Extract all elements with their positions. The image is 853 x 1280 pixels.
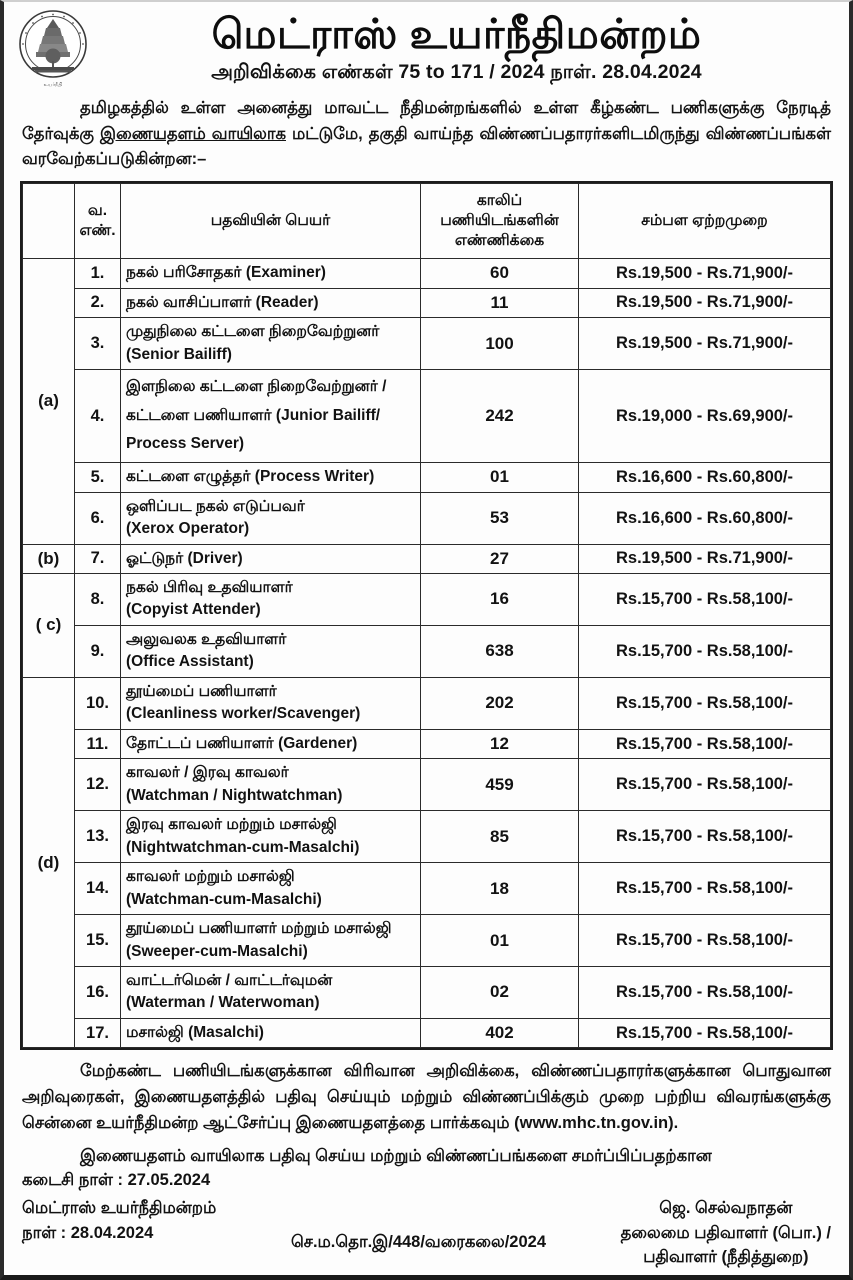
post-name-ta: இரவு காவலர் மற்றும் மசால்ஜி: [126, 816, 337, 834]
row-post: [121, 573, 421, 625]
intro-highlight: இணையதளம் வாயிலாக: [100, 124, 286, 143]
post-name-ta: காவலர் மற்றும் மசால்ஜி: [126, 868, 295, 886]
row-pay: Rs.15,700 - Rs.58,100/-: [579, 967, 831, 1019]
row-post: [121, 492, 421, 544]
notice-number-line: அறிவிக்கை எண்கள் 75 to 171 / 2024 நாள். 28.04.2024: [211, 61, 702, 84]
post-name-en2: Process Server): [126, 435, 245, 453]
table-row: [23, 259, 831, 288]
row-post: [121, 811, 421, 863]
row-vacancies: 202: [421, 677, 579, 729]
post-name-ta: தூய்மைப் பணியாளர்: [126, 682, 277, 700]
table-row: [23, 544, 831, 573]
table-row: [23, 492, 831, 544]
post-name-en: (Office Assistant): [126, 653, 254, 671]
row-vacancies: 242: [421, 370, 579, 463]
post-name-en: (Copyist Attender): [126, 601, 261, 619]
row-vacancies: 02: [421, 967, 579, 1019]
post-name-en: (Nightwatchman-cum-Masalchi): [126, 838, 360, 856]
row-sno: 11.: [75, 729, 121, 758]
row-sno: 8.: [75, 573, 121, 625]
row-sno: 15.: [75, 915, 121, 967]
post-name-ta: நகல் வாசிப்பாளர் (Reader): [126, 293, 319, 311]
row-post: [121, 259, 421, 288]
row-vacancies: 01: [421, 915, 579, 967]
row-post: [121, 915, 421, 967]
row-vacancies: 85: [421, 811, 579, 863]
col-header-post: பதவியின் பெயர்: [121, 183, 421, 258]
post-name-en: (Xerox Operator): [126, 520, 250, 538]
details-text: மேற்கண்ட பணியிடங்களுக்கான விரிவான அறிவிக்கை, விண்ணப்பதாரர்களுக்கான பொதுவான அறிவுரைகள், இணையதளத்தில் பதிவு செய்யும் மற்றும் விண்ணப்பிக்கும் முறை பற்றிய விவரங்களுக்கு சென்னை உயர்நீதிமன்ற ஆட்சேர்ப்பு இணையதளத்தை பார்க்கவும்: [22, 1062, 831, 1132]
post-name-ta: காவலர் / இரவு காவலர்: [126, 764, 289, 782]
post-name-ta: முதுநிலை கட்டளை நிறைவேற்றுனர்: [126, 323, 380, 341]
signature-left: [22, 1196, 216, 1247]
col-header-vac-line1: காலிப்: [476, 191, 523, 209]
col-header-vac-line2: பணியிடங்களின்: [440, 211, 559, 229]
row-vacancies: 18: [421, 863, 579, 915]
row-vacancies: 638: [421, 625, 579, 677]
row-pay: Rs.15,700 - Rs.58,100/-: [579, 729, 831, 758]
vacancy-table: [22, 183, 831, 1049]
signature-block: [22, 1196, 831, 1270]
post-name-ta: தூய்மைப் பணியாளர் மற்றும் மசால்ஜி: [126, 920, 392, 938]
row-sno: 1.: [75, 259, 121, 288]
table-row: [23, 1018, 831, 1047]
deadline-text: இணையதளம் வாயிலாக பதிவு செய்ய மற்றும் விண்ணப்பங்களை சமர்ப்பிப்பதற்கான: [80, 1147, 712, 1166]
row-vacancies: 01: [421, 463, 579, 492]
svg-text:உயர்நீதி: உயர்நீதி: [43, 82, 63, 88]
row-vacancies: 53: [421, 492, 579, 544]
signatory-name: ஜெ. செல்வநாதன்: [659, 1198, 793, 1217]
table-row: [23, 967, 831, 1019]
row-pay: Rs.15,700 - Rs.58,100/-: [579, 1018, 831, 1047]
issuer-office: மெட்ராஸ் உயர்நீதிமன்றம்: [22, 1198, 217, 1217]
row-sno: 12.: [75, 759, 121, 811]
table-header-row: [23, 183, 831, 258]
row-pay: Rs.15,700 - Rs.58,100/-: [579, 625, 831, 677]
row-post: [121, 625, 421, 677]
post-name-en: (Watchman / Nightwatchman): [126, 786, 343, 804]
row-post: [121, 967, 421, 1019]
group-label-c: ( c): [23, 573, 75, 677]
row-sno: 4.: [75, 370, 121, 463]
row-pay: Rs.19,500 - Rs.71,900/-: [579, 259, 831, 288]
issue-date: நாள் : 28.04.2024: [22, 1224, 154, 1243]
row-pay: Rs.15,700 - Rs.58,100/-: [579, 677, 831, 729]
table-row: [23, 863, 831, 915]
row-post: [121, 729, 421, 758]
row-post: [121, 463, 421, 492]
post-name-ta: கட்டளை எழுத்தர் (Process Writer): [126, 468, 375, 486]
table-row: [23, 318, 831, 370]
row-sno: 6.: [75, 492, 121, 544]
website-link[interactable]: (www.mhc.tn.gov.in).: [514, 1113, 679, 1132]
row-post: [121, 863, 421, 915]
table-row: [23, 811, 831, 863]
col-header-sno-line2: எண்.: [79, 221, 116, 239]
post-name-en: (Senior Bailiff): [126, 345, 232, 363]
row-sno: 2.: [75, 288, 121, 317]
row-post: [121, 677, 421, 729]
court-seal: [12, 6, 94, 92]
col-header-group: [23, 183, 75, 258]
signatory-title-2: பதிவாளர் (நீதித்துறை): [643, 1248, 809, 1267]
row-pay: Rs.15,700 - Rs.58,100/-: [579, 811, 831, 863]
document-header: [4, 2, 849, 90]
row-pay: Rs.19,500 - Rs.71,900/-: [579, 288, 831, 317]
row-post: [121, 1018, 421, 1047]
group-label-b: (b): [23, 544, 75, 573]
row-pay: Rs.15,700 - Rs.58,100/-: [579, 915, 831, 967]
row-sno: 13.: [75, 811, 121, 863]
row-sno: 17.: [75, 1018, 121, 1047]
post-name-ta: இளநிலை கட்டளை நிறைவேற்றுனர் /: [126, 378, 387, 396]
row-sno: 7.: [75, 544, 121, 573]
post-name-en: கட்டளை பணியாளர் (Junior Bailiff/: [126, 406, 381, 424]
table-row: [23, 729, 831, 758]
row-sno: 3.: [75, 318, 121, 370]
table-row: [23, 759, 831, 811]
row-post: [121, 318, 421, 370]
row-pay: Rs.15,700 - Rs.58,100/-: [579, 573, 831, 625]
post-name-ta: வாட்டர்மென் / வாட்டர்வுமன்: [126, 972, 333, 989]
madras-high-court-seal-icon: [12, 6, 94, 92]
row-vacancies: 100: [421, 318, 579, 370]
intro-paragraph: [22, 96, 831, 173]
row-sno: 9.: [75, 625, 121, 677]
title-block: [4, 12, 849, 86]
col-header-vac-line3: எண்ணிக்கை: [454, 232, 545, 250]
table-body: [23, 259, 831, 1048]
row-pay: Rs.16,600 - Rs.60,800/-: [579, 492, 831, 544]
row-pay: Rs.15,700 - Rs.58,100/-: [579, 863, 831, 915]
post-name-en: (Sweeper-cum-Masalchi): [126, 942, 308, 960]
row-pay: Rs.19,500 - Rs.71,900/-: [579, 544, 831, 573]
post-name-en: (Cleanliness worker/Scavenger): [126, 705, 361, 723]
signatory-title-1: தலைமை பதிவாளர் (பொ.) /: [620, 1223, 831, 1242]
vacancy-table-wrapper: [20, 181, 833, 1051]
row-post: [121, 759, 421, 811]
table-row: [23, 625, 831, 677]
table-row: [23, 288, 831, 317]
table-row: [23, 677, 831, 729]
row-vacancies: 27: [421, 544, 579, 573]
post-name-ta: நகல் பரிசோதகர் (Examiner): [126, 264, 326, 282]
row-sno: 10.: [75, 677, 121, 729]
deadline-date: கடைசி நாள் : 27.05.2024: [22, 1170, 211, 1189]
row-pay: Rs.15,700 - Rs.58,100/-: [579, 759, 831, 811]
row-post: [121, 370, 421, 463]
intro-part2: மட்டுமே, தகுதி வாய்ந்த விண்ணப்பதாரர்களிடமிருந்து விண்ணப்பங்கள் வரவேற்கப்படுகின்றன:–: [22, 124, 831, 169]
table-row: [23, 915, 831, 967]
row-vacancies: 459: [421, 759, 579, 811]
group-label-d: (d): [23, 677, 75, 1048]
post-name-ta: அலுவலக உதவியாளர்: [126, 630, 287, 648]
post-name-en: (Watchman-cum-Masalchi): [126, 890, 322, 908]
col-header-vacancies: [421, 183, 579, 258]
post-name-en: (Waterman / Waterwoman): [126, 994, 320, 1012]
row-pay: Rs.19,000 - Rs.69,900/-: [579, 370, 831, 463]
row-post: [121, 288, 421, 317]
table-row: [23, 573, 831, 625]
row-sno: 16.: [75, 967, 121, 1019]
post-name-ta: நகல் பிரிவு உதவியாளர்: [126, 578, 293, 596]
row-post: [121, 544, 421, 573]
col-header-sno: [75, 183, 121, 258]
row-vacancies: 11: [421, 288, 579, 317]
row-pay: Rs.19,500 - Rs.71,900/-: [579, 318, 831, 370]
row-sno: 14.: [75, 863, 121, 915]
table-row: [23, 463, 831, 492]
deadline-paragraph: [22, 1144, 831, 1169]
row-vacancies: 60: [421, 259, 579, 288]
row-vacancies: 16: [421, 573, 579, 625]
col-header-pay: சம்பள ஏற்றமுறை: [579, 183, 831, 258]
row-pay: Rs.16,600 - Rs.60,800/-: [579, 463, 831, 492]
row-sno: 5.: [75, 463, 121, 492]
details-paragraph: [22, 1059, 831, 1136]
row-vacancies: 12: [421, 729, 579, 758]
post-name-ta: மசால்ஜி (Masalchi): [126, 1023, 264, 1041]
signature-right: [621, 1196, 831, 1270]
col-header-sno-line1: வ.: [87, 201, 108, 219]
post-name-ta: தோட்டப் பணியாளர் (Gardener): [126, 734, 358, 752]
post-name-ta: ஓட்டுநர் (Driver): [126, 549, 243, 567]
page-title: மெட்ராஸ் உயர்நீதிமன்றம்: [211, 11, 702, 57]
row-vacancies: 402: [421, 1018, 579, 1047]
table-head: [23, 183, 831, 258]
table-row: [23, 370, 831, 463]
group-label-a: (a): [23, 259, 75, 544]
post-name-ta: ஒளிப்பட நகல் எடுப்பவர்: [126, 497, 305, 515]
reference-number: செ.ம.தொ.இ/448/வரைகலை/2024: [290, 1232, 547, 1251]
intro-part1: தமிழகத்தில் உள்ள அனைத்து மாவட்ட நீதிமன்றங்களில் உள்ள கீழ்கண்ட பணிகளுக்கு நேரடித் தேர்வுக்கு: [22, 99, 831, 143]
